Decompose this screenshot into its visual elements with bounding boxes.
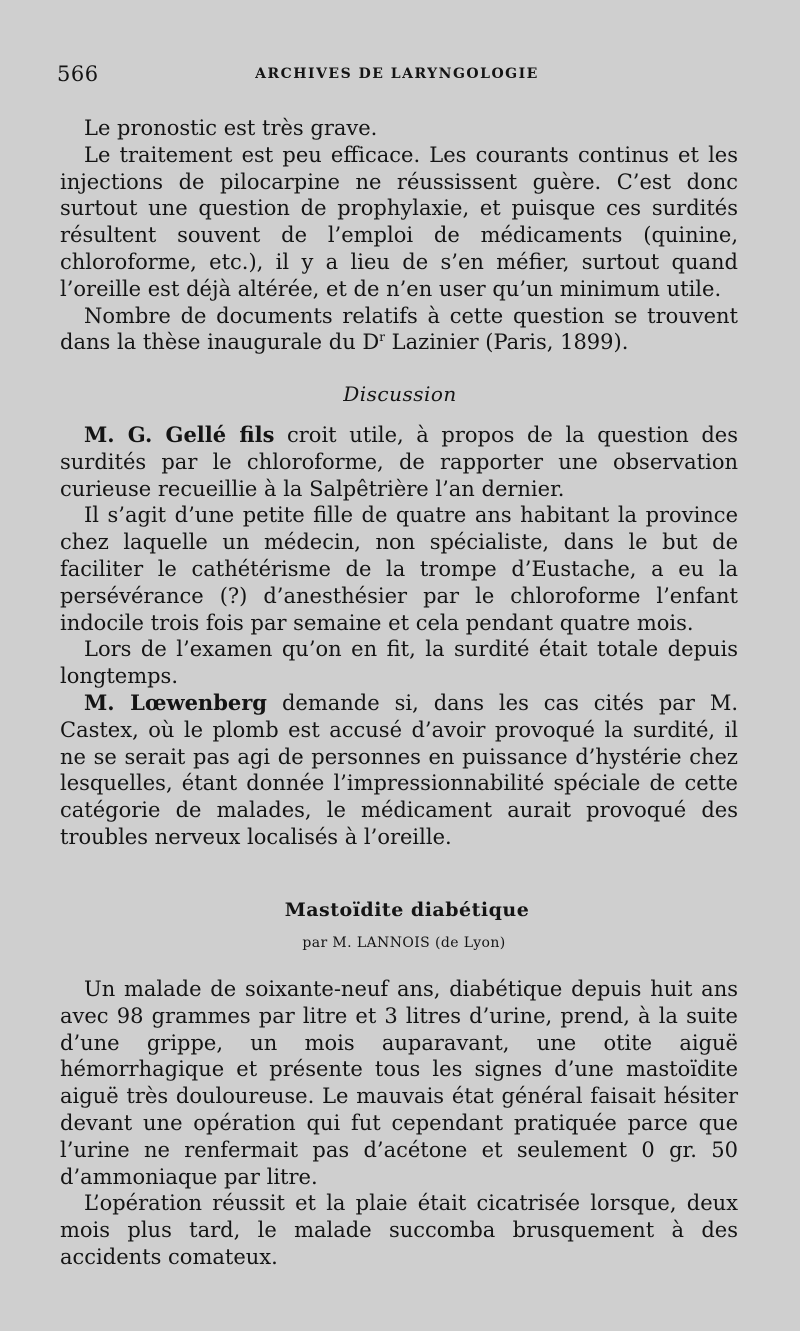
section-article: [60, 976, 738, 1271]
paragraph-documents-end: Lazinier (Paris, 1899).: [385, 330, 629, 355]
discussion-heading: Discussion: [343, 382, 457, 406]
speaker-gelle: M. G. Gellé fils: [84, 422, 275, 447]
article-title: Mastoïdite diabétique: [284, 899, 530, 921]
paragraph-outcome: L’opération réussit et la plaie était cicatrisée lorsque, deux mois plus tard, le malade succomba brusquement à des accidents comateux.: [60, 1191, 738, 1269]
article-byline: par M. LANNOIS (de Lyon): [302, 935, 506, 951]
paragraph-loewenberg: [60, 690, 738, 851]
paragraph-documents: [60, 303, 738, 357]
speaker-loewenberg: M. Lœwenberg: [84, 689, 267, 715]
running-head: ARCHIVES DE LARYNGOLOGIE: [255, 66, 539, 82]
paragraph-gelle-text: croit utile, à propos de la question des surdités par le chloroforme, de rapporter une observation curieuse recueillie à la Salpêtrière l’an dernier.: [60, 423, 738, 501]
section-discussion: [60, 422, 738, 851]
paragraph-gelle: [60, 422, 738, 502]
paragraph-case: Un malade de soixante-neuf ans, diabétique depuis huit ans avec 98 grammes par litre et 3 litres d’urine, prend, à la suite d’une grippe, un mois auparavant, une otite aiguë hémorrhagique et présente tous les signes d’une mastoïdite aiguë très douloureuse. Le mauvais état général faisait hésiter devant une opération qui fut cependant pratiquée parce que l’urine ne renfermait pas d’acétone et seulement 0 gr. 50 d’ammoniaque par litre.: [60, 977, 738, 1189]
paragraph-prognosis: Le pronostic est très grave.: [84, 116, 378, 140]
paragraph-examination: Lors de l’examen qu’on en fit, la surdité était totale depuis longtemps.: [60, 637, 738, 689]
paragraph-treatment: Le traitement est peu efficace. Les courants continus et les injections de pilocarpine ne réussissent guère. C’est donc surtout une question de prophylaxie, et puisque ces surdités résultent souvent de l’emploi de médicaments (quinine, chloroforme, etc.), il y a lieu de s’en méfier, surtout quand l’oreille est déjà altérée, et de n’en user qu’un minimum utile.: [60, 142, 738, 301]
page-number: 566: [57, 62, 99, 86]
superscript-r: r: [379, 330, 385, 345]
paragraph-observation: Il s’agit d’une petite fille de quatre ans habitant la province chez laquelle un médecin, non spécialiste, dans le but de faciliter le cathétérisme de la trompe d’Eustache, a eu la persévérance (?) d’anesthésier par le chloroforme l’enfant indocile trois fois par semaine et cela pendant quatre mois.: [60, 503, 738, 635]
section-prognosis: [60, 115, 738, 356]
paragraph-loewenberg-text: demande si, dans les cas cités par M. Castex, où le plomb est accusé d’avoir provoqué la surdité, il ne se serait pas agi de personnes en puissance d’hystérie chez lesquelles, étant donnée l’impressionnabilité spéciale de cette catégorie de malades, le médicament aurait provoqué des troubles nerveux localisés à l’oreille.: [60, 690, 738, 849]
page-header: [57, 62, 737, 92]
paragraph-documents-text: Nombre de documents relatifs à cette question se trouvent dans la thèse inaugurale du D: [60, 303, 738, 355]
